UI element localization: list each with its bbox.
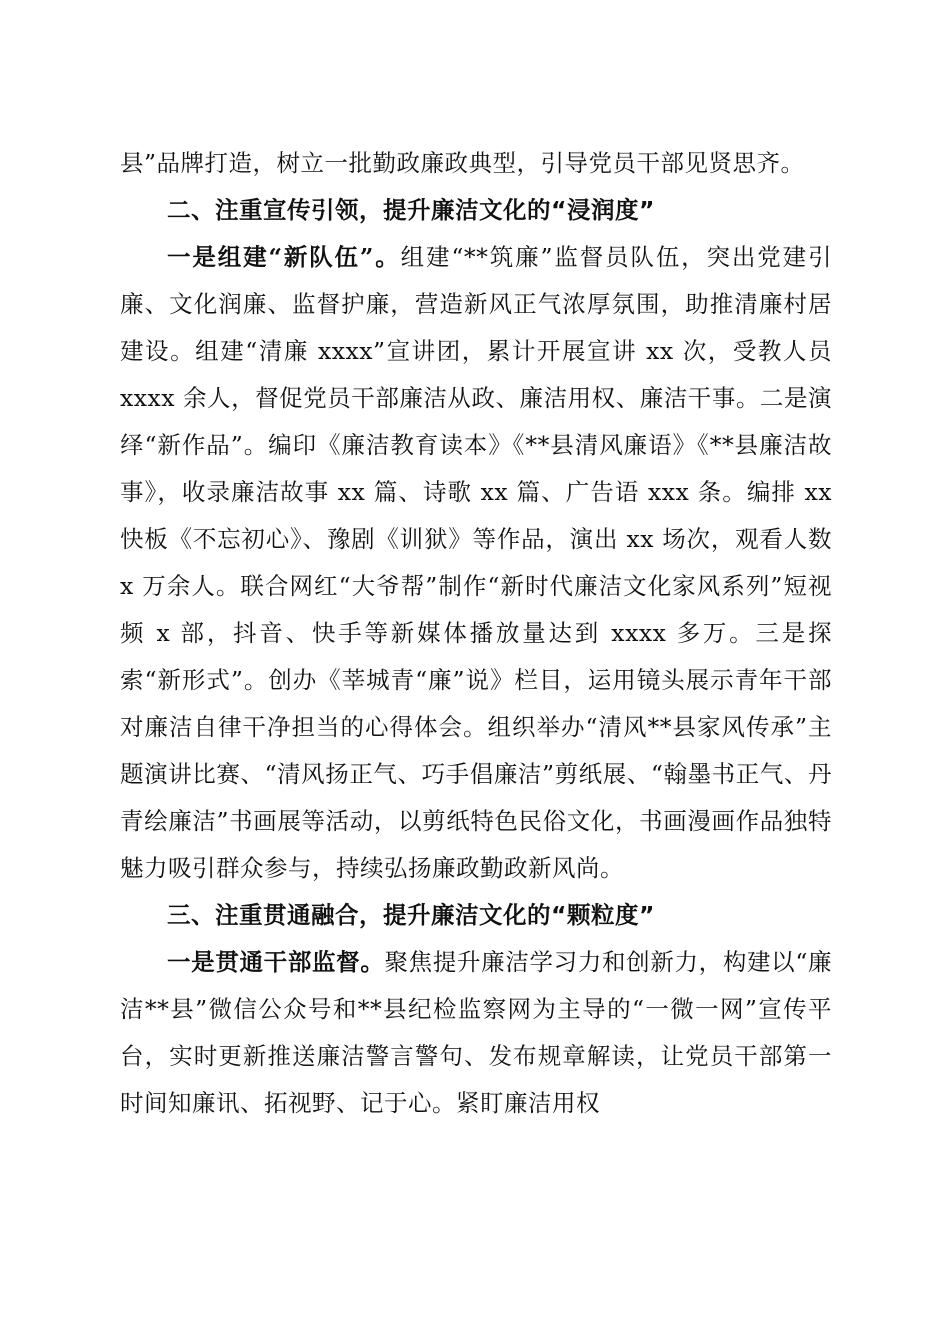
paragraph-section-2 [120,234,832,892]
section-heading-2: 二、注重宣传引领，提升廉洁文化的“浸润度” [167,196,655,224]
paragraph-lead: 一是贯通干部监督。 [167,948,385,976]
paragraph-continuation [120,140,832,187]
document-page [120,140,832,1127]
paragraph-lead: 一是组建“新队伍”。 [167,243,401,271]
paragraph-text: 县”品牌打造，树立一批勤政廉政典型，引导党员干部见贤思齐。 [120,149,805,177]
paragraph-text: 组建“**筑廉”监督员队伍，突出党建引廉、文化润廉、监督护廉，营造新风正气浓厚氛围，助推清廉村居建设。组建“清廉 xxxx”宣讲团，累计开展宣讲 xx 次，受教人员 xxxx 余人，督促党员干部廉洁从政、廉洁用权、廉洁干事。二是演绎“新作品”。编印《廉洁教育读本》《**县清风廉语》《**县廉洁故事》，收录廉洁故事 xx 篇、诗歌 xx 篇、广告语 xxx 条。编排 xx 快板《不忘初心》、豫剧《训狱》等作品，演出 xx 场次，观看人数 x 万余人。联合网红“大爷帮”制作“新时代廉洁文化家风系列”短视频 x 部，抖音、快手等新媒体播放量达到 xxxx 多万。三是探索“新形式”。创办《莘城青“廉”说》栏目，运用镜头展示青年干部对廉洁自律干净担当的心得体会。组织举办“清风**县家风传承”主题演讲比赛、“清风扬正气、巧手倡廉洁”剪纸展、“翰墨书正气、丹青绘廉洁”书画展等活动，以剪纸特色民俗文化，书画漫画作品独特魅力吸引群众参与，持续弘扬廉政勤政新风尚。 [120,243,832,882]
paragraph-text: 聚焦提升廉洁学习力和创新力，构建以“廉洁**县”微信公众号和**县纪检监察网为主导的“一微一网”宣传平台，实时更新推送廉洁警言警句、发布规章解读，让党员干部第一时间知廉讯、拓视野、记于心。紧盯廉洁用权 [120,948,833,1117]
paragraph-section-3 [120,939,832,1127]
section-heading-3: 三、注重贯通融合，提升廉洁文化的“颗粒度” [167,901,655,929]
